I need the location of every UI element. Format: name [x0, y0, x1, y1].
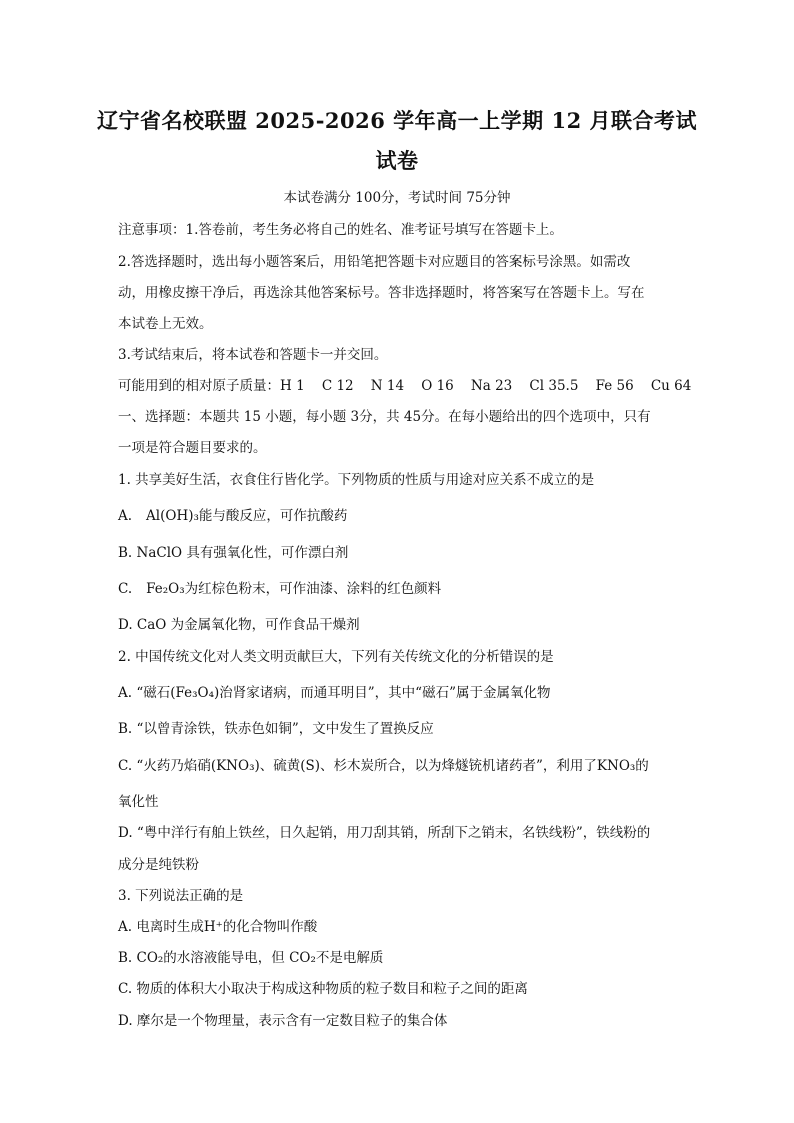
section-heading-line1: 一、选择题：本题共 15 小题，每小题 3分，共 45分。在每小题给出的四个选项中，只有: [118, 409, 651, 425]
option-c-label: C.: [118, 581, 133, 597]
section-heading-line2: 一项是符合题目要求的。: [118, 440, 267, 456]
question-2-option-d-line1: D. “粤中洋行有舶上铁丝，日久起销，用刀刮其销，所刮下之销末，名铁线粉”，铁线粉的: [118, 825, 651, 841]
question-3-stem: 3. 下列说法正确的是: [118, 888, 244, 904]
question-2-option-c-line1: C. “火药乃焰硝(KNO₃)、硫黄(S)、杉木炭所合，以为烽燧铳机诸药者”，利用了KNO₃的: [118, 758, 649, 774]
question-1-option-d: D. CaO 为金属氧化物，可作食品干燥剂: [118, 617, 360, 633]
question-1-option-c: [118, 577, 678, 597]
option-a-formula: Al(OH)₃: [146, 508, 199, 524]
question-2-stem: 2. 中国传统文化对人类文明贡献巨大，下列有关传统文化的分析错误的是: [118, 649, 554, 665]
note-2-line3: 本试卷上无效。: [118, 316, 213, 332]
question-2-option-a: A. “磁石(Fe₃O₄)治肾家诸病，而通耳明目”，其中“磁石”属于金属氧化物: [118, 685, 551, 701]
exam-subtitle: 本试卷满分 100分，考试时间 75分钟: [283, 190, 511, 206]
exam-title-line2: 试卷: [375, 148, 419, 173]
option-a-text: 能与酸反应，可作抗酸药: [198, 508, 348, 524]
question-3-option-b: B. CO₂的水溶液能导电，但 CO₂不是电解质: [118, 950, 384, 966]
option-c-text: 为红棕色粉末，可作油漆、涂料的红色颜料: [184, 581, 442, 597]
question-2-option-b: B. “以曾青涂铁，铁赤色如铜”，文中发生了置换反应: [118, 721, 434, 737]
option-a-label: A.: [118, 508, 133, 524]
note-2-line2: 动，用橡皮擦干净后，再选涂其他答案标号。答非选择题时，将答案写在答题卡上。写在: [118, 285, 645, 301]
note-2-line1: 2.答选择题时，选出每小题答案后，用铅笔把答题卡对应题目的答案标号涂黑。如需改: [118, 254, 631, 270]
option-c-formula: Fe₂O₃: [146, 581, 185, 597]
note-1: 注意事项：1.答卷前，考生务必将自己的姓名、准考证号填写在答题卡上。: [118, 222, 563, 238]
question-2-option-c-line2: 氧化性: [118, 794, 159, 810]
question-3-option-d: D. 摩尔是一个物理量，表示含有一定数目粒子的集合体: [118, 1013, 448, 1029]
question-1-option-b: B. NaClO 具有强氧化性，可作漂白剂: [118, 545, 349, 561]
atomic-masses: 可能用到的相对原子质量：H 1 C 12 N 14 O 16 Na 23 Cl 35.5 Fe 56 Cu 64: [118, 378, 692, 394]
exam-title-line1: 辽宁省名校联盟 2025-2026 学年高一上学期 12 月联合考试: [96, 108, 698, 133]
note-3: 3.考试结束后，将本试卷和答题卡一并交回。: [118, 347, 388, 363]
question-1-option-a: [118, 504, 678, 524]
question-3-option-a: A. 电离时生成H⁺的化合物叫作酸: [118, 919, 318, 935]
question-1-stem: 1. 共享美好生活，衣食住行皆化学。下列物质的性质与用途对应关系不成立的是: [118, 472, 595, 488]
question-2-option-d-line2: 成分是纯铁粉: [118, 857, 199, 873]
question-3-option-c: C. 物质的体积大小取决于构成这种物质的粒子数目和粒子之间的距离: [118, 981, 528, 997]
